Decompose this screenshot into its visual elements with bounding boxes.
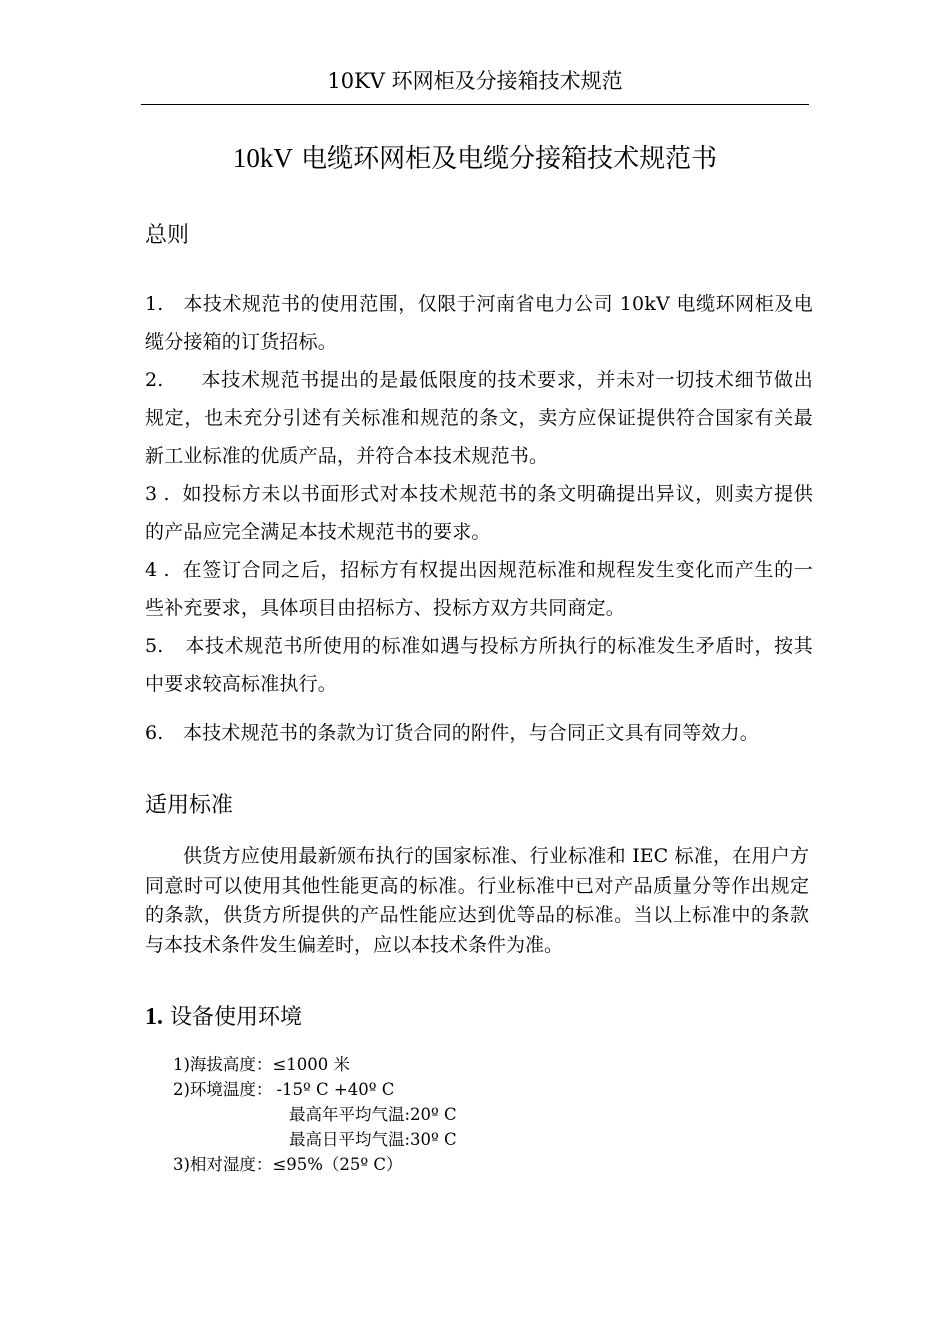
altitude-value: ≤1000 米 (272, 1055, 350, 1074)
clause-number: 2. (145, 369, 164, 391)
humidity-row (173, 1152, 457, 1177)
clause-text: 本技术规范书提出的是最低限度的技术要求，并未对一切技术细节做出规定，也未充分引述有关标准和规范的条文，卖方应保证提供符合国家有关最新工业标准的优质产品，并符合本技术规范书。 (145, 369, 813, 467)
daily-average-temperature: 最高日平均气温:30º C (289, 1130, 457, 1149)
clause-4 (145, 551, 813, 627)
clause-number: 4 . (145, 559, 170, 581)
clause-number: 5. (145, 635, 164, 657)
section-heading-general: 总则 (145, 223, 190, 248)
clause-1 (145, 285, 813, 361)
clause-number: 6. (145, 722, 164, 744)
clause-3 (145, 475, 813, 551)
clause-number: 1. (145, 293, 164, 315)
section-heading-environment (145, 1002, 302, 1033)
clause-5 (145, 627, 813, 703)
clause-text: 本技术规范书的条款为订货合同的附件，与合同正文具有同等效力。 (183, 722, 760, 744)
environment-conditions (173, 1052, 457, 1177)
standards-paragraph: 供货方应使用最新颁布执行的国家标准、行业标准和 IEC 标准，在用户方同意时可以使用其他性能更高的标准。行业标准中已对产品质量分等作出规定的条款，供货方所提供的产品性能应达到优等品的标准。当以上标准中的条款与本技术条件发生偏差时，应以本技术条件为准。 (145, 845, 809, 956)
temperature-range: -15º C +40º C (276, 1080, 395, 1099)
temperature-row (173, 1077, 457, 1102)
yearly-average-temperature: 最高年平均气温:20º C (289, 1105, 457, 1124)
clause-6 (145, 707, 813, 759)
clause-text: 如投标方未以书面形式对本技术规范书的条文明确提出异议，则卖方提供的产品应完全满足本技术规范书的要求。 (145, 483, 813, 543)
document-title (141, 140, 809, 177)
clause-text: 在签订合同之后，招标方有权提出因规范标准和规程发生变化而产生的一些补充要求，具体项目由招标方、投标方双方共同商定。 (145, 559, 813, 619)
document-title-text: 电缆环网柜及电缆分接箱技术规范书 (292, 144, 718, 174)
running-header: 10KV 环网柜及分接箱技术规范 (327, 69, 623, 93)
section-heading-standards: 适用标准 (145, 793, 234, 818)
general-clause-list (145, 285, 813, 759)
header-divider (141, 104, 809, 105)
clause-2 (145, 361, 813, 475)
document-title-prefix: 10kV (232, 143, 293, 173)
section-title: 设备使用环境 (163, 1005, 302, 1030)
section-number: 1. (145, 1004, 163, 1030)
clause-text: 本技术规范书所使用的标准如遇与投标方所执行的标准发生矛盾时，按其中要求较高标准执行。 (145, 635, 813, 695)
temperature-label: 2)环境温度： (173, 1080, 273, 1099)
altitude-row (173, 1052, 457, 1077)
altitude-label: 1)海拔高度： (173, 1055, 273, 1074)
clause-text: 本技术规范书的使用范围，仅限于河南省电力公司 10kV 电缆环网柜及电缆分接箱的订货招标。 (145, 293, 813, 353)
humidity-value: ≤95%（25º C） (272, 1155, 403, 1174)
clause-number: 3 . (145, 483, 170, 505)
humidity-label: 3)相对湿度： (173, 1155, 273, 1174)
